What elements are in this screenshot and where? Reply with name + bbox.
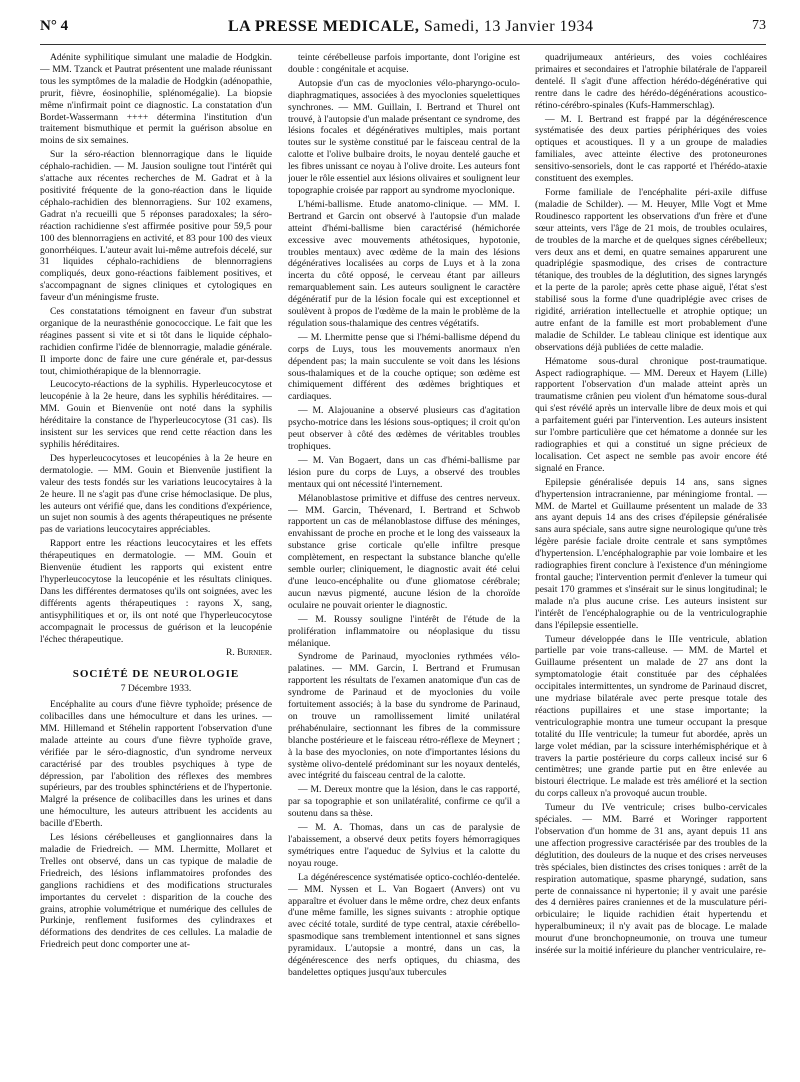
article-paragraph: Epilepsie généralisée depuis 14 ans, sans signes d'hypertension intracranienne, par méningiome frontal. — MM. de Martel et Guillaume présentent un malade de 33 ans ayant depuis 14 ans des crises d'épilepsie généralisée sans aura spéciale, sans autre signe neurologique qu'une très légère parésie faciale droite centrale et sans symptômes d'hypertension. L'encéphalographie par voie lombaire et les radiographies firent conclure à l'existence d'un méningiome frontal gauche; l'intervention permit d'enlever la tumeur qui pesait 170 grammes et s'insérait sur le sinus longitudinal; le malade n'a plus aucune crise. Les auteurs insistent sur l'intérêt de l'encéphalographie ou de la ventriculographie dans l'épilepsie essentielle. [535,476,767,631]
section-title: SOCIÉTÉ DE NEUROLOGIE [72,668,240,681]
article-paragraph: Forme familiale de l'encéphalite péri-axile diffuse (maladie de Schilder). — M. Heuyer, Mlle Vogt et Mme Roudinesco rapportent les observations d'un frère et d'une sœur atteints, vers l'âge de 21 mois, de troubles oculaires, de troubles de la marche et de quelques signes cérébelleux; vers deux ans et demi, en quatre semaines apparurent une quadriplégie spasmodique, des crises de contracture tétanique, des troubles de la déglutition, des signes laryngés et la perte de la parole; après cette phase aiguë, l'état s'est stabilisé sous la forme d'une quadriplégie avec crises de rigidité, arriération intellectuelle et atrophie optique; un autre enfant de la famille est mort probablement d'une maladie de Schilder. Le tableau clinique est identique aux observations déjà publiées de cette maladie. [535,186,767,353]
article-paragraph: Autopsie d'un cas de myoclonies vélo-pharyngo-oculo-diaphragmatiques, associées à des myoclonies squelettiques synchrones. — MM. Guillain, I. Bertrand et Thurel ont trouvé, à l'autopsie d'un malade présentant ce syndrome, des lésions focales et dégénératives multiples, mais portant toutes sur le système constitué par le faisceau central de la calotte et l'olive bulbaire droits, le noyau dentelé gauche et les fibres unissant ce noyau à l'olive droite. Les auteurs font jouer le rôle essentiel aux lésions olivaires et soulignent leur topographie croisée par rapport au syndrome myoclonique. [288,77,520,196]
journal-title: LA PRESSE MEDICALE, [228,18,420,35]
body-paragraph: — M. Lhermitte pense que si l'hémi-ballisme dépend du corps de Luys, tous les mouvements anormaux n'en dépendent pas; la main succulente se voit dans les lésions sous-thalamiques et de la couche optique; son œdème est chimiquement différent des œdèmes brightiques et cardiaques. [288,331,520,403]
article-paragraph: Rapport entre les réactions leucocytaires et les effets thérapeutiques en dermatologie. — MM. Gouin et Bienvenüe étudient les rapports qui existent entre l'hyperleucocytose la leucopénie et les résultats cliniques. Dans les différentes dermatoses qu'ils ont soignées, avec les différents agents thérapeutiques : rayons X, sang, antisyphilitiques et or, ils ont noté que l'hyperleucocytose accompagnait le processus de guérison et la leucopénie l'échec thérapeutique. [40,538,272,645]
section-date: 7 Décembre 1933. [120,683,192,695]
page-header [40,18,766,40]
body-paragraph: Ces constatations témoignent en faveur d'un substrat organique de la neurasthénie gonococcique. Le fait que les réagines passent si vite et si tôt dans le liquide céphalo-rachidien confirme l'idée de blennorragie, maladie générale. Il importe donc de faire une cure générale et, par-dessus tout, chimiothérapique de la blennorragie. [40,306,272,377]
column-1 [40,52,272,1076]
page-number: N° 4 [40,18,69,34]
article-paragraph: Tumeur développée dans le IIIe ventricule, ablation partielle par voie trans-calleuse. — MM. de Martel et Guillaume présentent un malade de 27 ans dont la symptomatologie était constituée par des céphalées occipitales intermittentes, un syndrome de Parinaud discret, une mydriase bilatérale avec perte presque totale des réactions pupillaires et une stase importante; la ventriculographie montra une tumeur occupant la presque totalité du IIIe ventricule; la tumeur fut abordée, après un large volet médian, par la scissure interhémisphérique et à travers la partie postérieure du corps calleux incisé sur 6 centimètres; une grande partie put en être enlevée au bistouri électrique. Le malade est très amélioré et la section du corps calleux n'a provoqué aucun trouble. [535,633,767,800]
header-rule [40,44,766,45]
body-paragraph: — M. Van Bogaert, dans un cas d'hémi-ballisme par lésion pure du corps de Luys, a observé des troubles mentaux qui ont nécessité l'internement. [288,454,520,490]
article-paragraph: Tumeur du IVe ventricule; crises bulbo-cervicales spéciales. — MM. Barré et Woringer rapportent l'observation d'un homme de 31 ans, ayant depuis 11 ans une affection progressive caractérisée par des troubles de la déglutition, des douleurs de la nuque et des crises nerveuses très spéciales, bien distinctes des crises toniques : arrêt de la respiration automatique, spasme pharyngé, sudation, sans perte de connaissance ni hypertonie; il y avait une parésie des 4 dernières paires craniennes et de la musculature péri-orbiculaire; le liquide rachidien était hypertendu et hyperalbumineux; il n'y avait pas de blocage. Le malade mourut d'une bronchopneumonie, on trouva une tumeur insérée sur la moitié inférieure du plancher ventriculaire, re- [535,802,767,957]
body-paragraph: — M. Roussy souligne l'intérêt de l'étude de la prolifération inflammatoire ou néoplasique du tissu mélanique. [288,613,520,649]
issue-date: Samedi, 13 Janvier 1934 [423,18,594,35]
journal-masthead [228,18,594,36]
body-paragraph: — M. Alajouanine a observé plusieurs cas d'agitation psycho-motrice dans les lésions sous-optiques; il croit qu'on peut observer à côté des œdèmes de véritables troubles trophiques. [288,405,520,452]
article-paragraph: Leucocyto-réactions de la syphilis. Hyperleucocytose et leucopénie à la 2e heure, dans les syphilis héréditaires. — MM. Gouin et Bienvenüe ont noté dans la syphilis héréditaire la constance de l'hyperleucocytose (31 cas). Ils insistent sur les services que rend cette réaction dans les syphilis héréditaires. [40,379,272,450]
body-paragraph: quadrijumeaux antérieurs, des voies cochléaires primaires et secondaires et l'atrophie bilatérale de l'appareil dentelé. Il s'agit d'une affection hérédo-dégénérative qui rentre dans le cadre des hérédo-dégénérations acoustico-rétino-cérébro-spinales (Kufs-Hammerschlag). [535,52,767,111]
article-paragraph: Mélanoblastose primitive et diffuse des centres nerveux. — MM. Garcin, Thévenard, I. Bertrand et Schwob rapportent un cas de mélanoblastose diffuse des méninges, envahissant de proche en proche et le long des vaisseaux la substance grise corticale qu'elle infiltre presque complètement, en respectant la substance blanche qu'elle semble ourler; cliniquement, le diagnostic avait été celui d'une leuco-encéphalite ou d'une gliomatose cérébrale; aucun nævus pigmenté, aucune lésion de la choroïde oculaire ne pouvait orienter le diagnostic. [288,492,520,611]
body-paragraph: — M. I. Bertrand est frappé par la dégénérescence systématisée des deux parties périphériques des voies optiques et acoustiques. Il y a un groupe de maladies familiales, avec atteinte élective des protoneurones sensitivo-sensoriels, dont le cas rapporté et l'hérédo-ataxie constituent des exemples. [535,113,767,185]
article-paragraph: Encéphalite au cours d'une fièvre typhoïde; présence de colibacilles dans une hémoculture et dans les urines. — MM. Hillemand et Stéhelin rapportent l'observation d'une malade atteinte au cours d'une fièvre typhoïde grave, vérifiée par le séro-diagnostic, d'un syndrome nerveux caractérisé par des troubles psychiques à type de dépression, par l'abolition des réflexes des membres supérieurs, par des troubles sphinctériens et de l'hypertonie. Malgré la présence de colibacilles dans les urines et dans une hémoculture, les auteurs attribuent les accidents au bacille d'Eberth. [40,699,272,830]
folio: 73 [752,18,766,33]
body-paragraph: teinte cérébelleuse parfois importante, dont l'origine est double : congénitale et acquise. [288,52,520,75]
column-3 [535,52,767,1076]
article-paragraph: Hématome sous-dural chronique post-traumatique. Aspect radiographique. — MM. Dereux et Hayem (Lille) rapportent l'observation d'un malade atteint après un traumatisme crânien peu violent d'un hématome sous-dural qui s'est révélé après un intervalle libre de deux mois et qui a parfaitement guéri par l'intervention. Les auteurs insistent sur l'ombre particulière que cet hématome a donnée sur les radiographies et qui a constitué un signe précieux de localisation. Cet aspect ne semble pas avoir encore été signalé en France. [535,355,767,474]
column-2 [288,52,520,1076]
article-paragraph: Sur la séro-réaction blennorragique dans le liquide céphalo-rachidien. — M. Jausion souligne tout l'intérêt qui s'attache aux récentes recherches de M. Gadrat et à la positivité fréquente de la gono-réaction dans le liquide céphalo-rachidien des blennorragiens. Sur 102 examens, Gadrat n'a recueilli que 5 réponses paradoxales; la séro-réaction rachidienne s'est affirmée positive pour 59,5 pour 100 des blennorragiens en activité, et 83 pour 100 des vieux gonorrhéiques. L'auteur avait lui-même autrefois décelé, sur 31 liquides céphalo-rachidiens de blennorragiens compliqués, deux gono-réactions faiblement positives, et s'accompagnant de signes cliniques et cytologiques en faveur d'un méningisme fruste. [40,149,272,304]
article-paragraph: Les lésions cérébelleuses et ganglionnaires dans la maladie de Friedreich. — MM. Lhermitte, Mollaret et Trelles ont observé, dans un cas typique de maladie de Friedreich, des lésions inflammatoires profondes des ganglions rachidiens et des modifications structurales importantes du cervelet : disparition de la couche des grains, atrophie volumétrique et numérique des cellules de Purkinje, renflement fusiformes des cylindraxes et déformations des dendrites de ces cellules. La maladie de Friedreich peut donc comporter une at- [40,832,272,951]
article-paragraph: Des hyperleucocytoses et leucopénies à la 2e heure en dermatologie. — MM. Gouin et Bienvenüe justifient la valeur des tests fondés sur les variations leucocytaires à la 2e heure. Il ne s'agit pas d'une crise hémoclasique. De plus, les auteurs ont vérifié que, dans les conditions d'expérience, un sujet non soumis à des agents thérapeutiques ne présente pas de variations leucocytaires appréciables. [40,452,272,536]
body-paragraph: — M. A. Thomas, dans un cas de paralysie de l'abaissement, a observé deux petits foyers hémorragiques symétriques entre l'aqueduc de Sylvius et la calotte du noyau rouge. [288,822,520,869]
body-paragraph: — M. Dereux montre que la lésion, dans le cas rapporté, par sa topographie et son unilatéralité, confirme ce qu'il a soutenu dans sa thèse. [288,784,520,820]
article-paragraph: Adénite syphilitique simulant une maladie de Hodgkin. — MM. Tzanck et Pautrat présentent une malade réunissant tous les symptômes de la maladie de Hodgkin (adénopathie, prurit, fièvre, éosinophilie, splénomégalie). La biopsie même n'infirmait point ce diagnostic. La constatation d'un Bordet-Wassermann ++++ détermina l'institution d'un traitement bismuthique et permit la guérison absolue en moins de six semaines. [40,52,272,147]
article-paragraph: La dégénérescence systématisée optico-cochléo-dentelée. — MM. Nyssen et L. Van Bogaert (Anvers) ont vu apparaître et évoluer dans le même ordre, chez deux enfants d'une même famille, les signes suivants : atrophie optique avec cécité totale, surdité de type central, ataxie cérébello-spasmodique sans tremblement intentionnel et sans signes pyramidaux. L'autopsie a montré, dans un cas, la dégénérescence des nerfs optiques, du chiasma, des bandelettes optiques jusqu'aux tubercules [288,871,520,978]
author-signature: R. Burnier. [225,647,272,659]
article-paragraph: L'hémi-ballisme. Etude anatomo-clinique. — MM. I. Bertrand et Garcin ont observé à l'autopsie d'un malade atteint d'hémi-ballisme bien caractérisé (hémichorée excessive avec mouvements athétosiques, hypotonie, troubles mentaux) avec œdème de la main des lésions dégénératives localisées au corps de Luys et à la zona incerta du côté opposé, le cerveau étant par ailleurs remarquablement sain. Les auteurs soulignent le caractère dégénératif pur de la lésion focale qui est exceptionnel et soulèvent à propos de l'œdème de la main le problème de la régulation sous-thalamique des centres végétatifs. [288,198,520,329]
article-paragraph: Syndrome de Parinaud, myoclonies rythmées vélo-palatines. — MM. Garcin, I. Bertrand et Frumusan rapportent les résultats de l'examen anatomique d'un cas de syndrome de Parinaud et de myoclonies du voile fortuitement associés; à la base du syndrome de Parinaud, on trouve un ramollissement limité unilatéral préhabénulaire, sectionnant les fibres de la commissure blanche postérieure et le faisceau rétro-réflexe de Meynert ; à la base des myoclonies, on note d'importantes lésions du système olivo-dentelé prédominant sur les noyaux dentelés, avec intégrité du faisceau central de la calotte. [288,651,520,782]
